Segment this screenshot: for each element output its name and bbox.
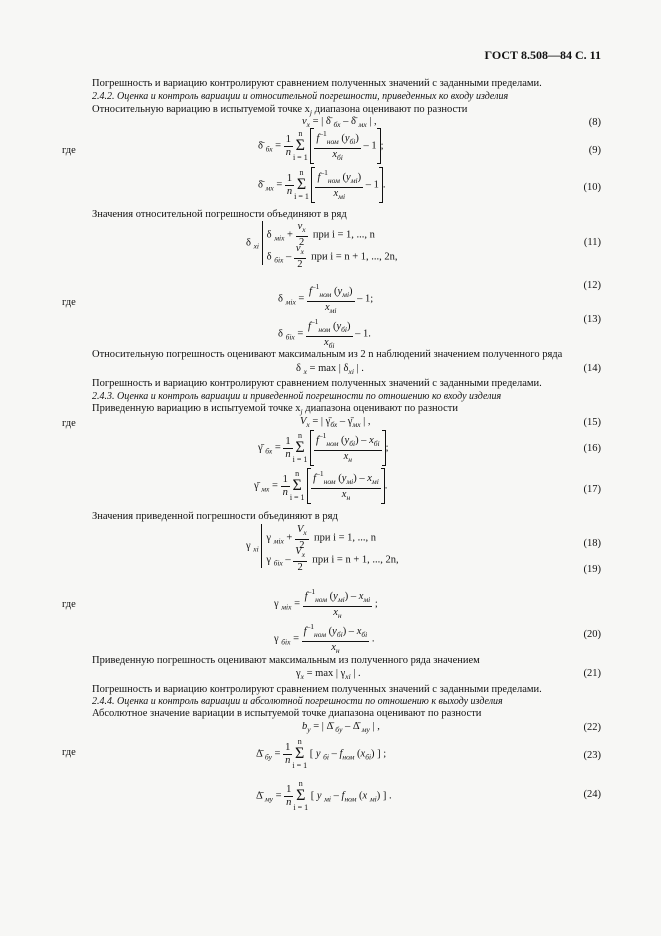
page-header: ГОСТ 8.508—84 С. 11 [484,48,601,62]
paragraph-reduced-variation: Приведенную вариацию в испытуемой точке $x_j$ диапазона оценивают по разности [92,403,458,416]
paragraph-control-3: Погрешность и вариацию контролируют сравнением полученных значений с заданными пределами. [92,684,542,695]
where-label-2: где [62,297,76,308]
eq-number-14: (14) [583,363,601,374]
where-label-5: где [62,747,76,758]
paragraph-reduced-series: Значения приведенной погрешности объединяют в ряд [92,511,338,522]
where-label-3: где [62,418,76,429]
equation-15: $V_x$ = | $\gammā_{бх}$ – $\gammā_{мх}$ | , [300,416,371,429]
paragraph-absolute-variation: Абсолютное значение вариации в испытуемой точке диапазона оценивают по разности [92,708,482,719]
equation-13: δ $_{бix}$ = $\frac{f^{-1}_{ном} (y_{бi})}{x_{бi}}$ – 1. [278,317,371,350]
section-2-4-3-heading: 2.4.3. Оценка и контроль вариации и приведенной погрешности по отношению ко входу изделия [92,391,502,402]
eq-number-15: (15) [583,417,601,428]
eq-number-11: (11) [583,237,601,248]
equation-8: $v_x$ = | δ̄ $_{бх}$ – δ̄ $_{мх}$ | , [302,116,377,129]
paragraph-relative-series: Значения относительной погрешности объединяют в ряд [92,209,347,220]
paragraph-control-1: Погрешность и вариацию контролируют сравнением полученных значений с заданными пределами. [92,78,542,89]
paragraph-control-2: Погрешность и вариацию контролируют сравнением полученных значений с заданными пределами. [92,378,542,389]
eq-number-24: (24) [583,789,601,800]
eq-number-23: (23) [583,750,601,761]
where-label-1: где [62,145,76,156]
equation-11: δ $_{xi}$ δ $_{мix}$ + $\frac{v_x}{2}$ при i = 1, ..., n δ $_{бix}$ – $\frac{v_x}{2}$ при i = n + 1, ..., 2n, [246,221,398,270]
equation-24: Δ̄ $_{мy}$ = $\frac{1}{n}$ n Σ i = 1 [ y $_{мi} - f_{ном}$ (x $_{мi}$) ] . [256,779,392,812]
eq-number-18: (18) [583,538,601,549]
section-2-4-2-heading: 2.4.2. Оценка и контроль вариации и относительной погрешности, приведенных ко входу изделия [92,91,509,102]
where-label-4: где [62,599,76,610]
equation-18-19: γ $_{xi}$ γ $_{мix}$ + $\frac{V_x}{2}$ при i = 1, ..., n γ $_{бix}$ – $\frac{V_x}{2}$ при i = n + 1, ..., 2n, [246,524,399,573]
eq-number-8: (8) [588,117,601,128]
equation-14: δ $_x$ = max | $\delta_{xi}$ | . [296,363,364,376]
paragraph-relative-variation: Относительную вариацию в испытуемой точке $x_j$ диапазона оценивают по разности [92,104,468,117]
equation-9: δ̄ $_{бх}$ = $\frac{1}{n}$ n Σ i = 1 $\frac{f^{-1}_{ном} (y_{бi})}{x_{бi}}$ – 1 ; [258,129,384,162]
equation-12: δ $_{мix}$ = $\frac{f^{-1}_{ном} (y_{мi})}{x_{мi}}$ – 1; [278,282,374,315]
equation-20: γ $_{бix}$ = $\frac{f^{-1}_{ном} (y_{бi}) - x_{бi}}{x_н}$ . [274,622,375,655]
eq-number-9: (9) [588,145,601,156]
equation-22: $b_y$ = | Δ̄ $_{бy}$ – Δ̄ $_{мy}$ | , [302,721,380,734]
eq-number-10: (10) [583,182,601,193]
eq-number-20: (20) [583,629,601,640]
eq-number-21: (21) [583,668,601,679]
eq-number-12: (12) [583,280,601,291]
equation-17: γ̄ $_{мх}$ = $\frac{1}{n}$ n Σ i = 1 $\frac{f^{-1}_{ном} (y_{мi}) - x_{мi}}{x_н}$ . [254,469,388,502]
eq-number-16: (16) [583,443,601,454]
eq-number-13: (13) [583,314,601,325]
equation-mix: γ $_{мix}$ = $\frac{f^{-1}_{ном} (y_{мi}) - x_{мi}}{x_н}$ ; [274,587,378,620]
paragraph-reduced-max: Приведенную погрешность оценивают максимальным из полученного ряда значением [92,655,480,666]
equation-16: γ̄ $_{бх}$ = $\frac{1}{n}$ n Σ i = 1 $\frac{f^{-1}_{ном} (y_{бi}) - x_{бi}}{x_н}$ ; [258,431,389,464]
eq-number-22: (22) [583,722,601,733]
eq-number-19: (19) [583,564,601,575]
eq-number-17: (17) [583,484,601,495]
section-2-4-4-heading: 2.4.4. Оценка и контроль вариации и абсолютной погрешности по отношению к выходу изделия [92,696,503,707]
paragraph-relative-max: Относительную погрешность оценивают максимальным из 2 n наблюдений значением полученного ряда [92,349,563,360]
equation-10: δ̄ $_{мх}$ = $\frac{1}{n}$ n Σ i = 1 $\frac{f^{-1}_{ном} (y_{мi})}{x_{мi}}$ – 1 . [258,168,386,201]
equation-23: Δ̄ $_{бy}$ = $\frac{1}{n}$ n Σ i = 1 [ y $_{бi} - f_{ном}$ $(x_{бi})$ ] ; [256,737,387,770]
equation-21: $\gamma_x = \max$ | $\gamma_{xi}$ | . [296,668,361,681]
